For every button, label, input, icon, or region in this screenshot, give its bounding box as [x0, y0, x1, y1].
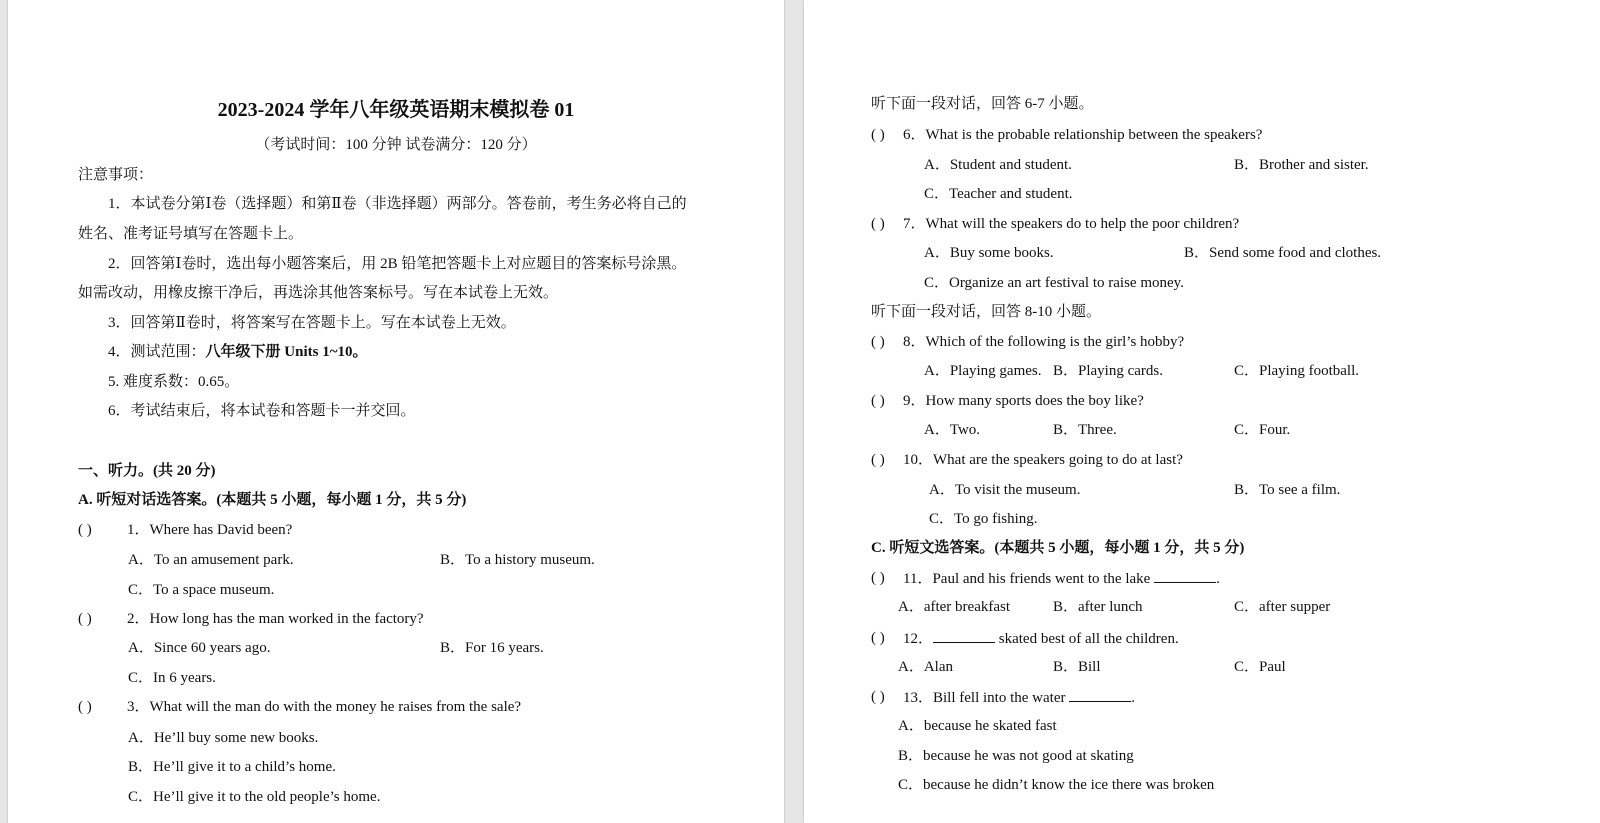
- question-8-stem: 8．Which of the following is the girl’s hobby?: [903, 334, 1185, 350]
- question-9-option-c: C．Four.: [1234, 422, 1291, 438]
- question-12-option-a: A．Alan: [898, 659, 953, 675]
- notice-1b: 姓名、准考证号填写在答题卡上。: [78, 226, 304, 242]
- question-13-stem: [903, 687, 1135, 708]
- answer-paren: ( ): [871, 216, 885, 232]
- question-8-option-c: C．Playing football.: [1234, 363, 1359, 379]
- answer-blank: [1154, 568, 1216, 583]
- question-11-stem: [903, 568, 1220, 589]
- question-1-option-a: A．To an amusement park.: [128, 552, 294, 568]
- question-12-stem: [903, 628, 1179, 649]
- question-6-stem: 6．What is the probable relationship between the speakers?: [903, 127, 1263, 143]
- question-13-option-b: B．because he was not good at skating: [898, 748, 1134, 764]
- question-2-stem: 2．How long has the man worked in the factory?: [127, 611, 424, 627]
- question-7-option-b: B．Send some food and clothes.: [1184, 245, 1382, 261]
- question-9-option-a: A．Two.: [924, 422, 981, 438]
- question-1-stem: 1．Where has David been?: [127, 522, 293, 538]
- answer-paren: ( ): [871, 689, 885, 705]
- question-2-option-b: B．For 16 years.: [440, 640, 544, 656]
- question-9-stem: 9．How many sports does the boy like?: [903, 393, 1144, 409]
- question-7-option-c: C．Organize an art festival to raise money.: [924, 275, 1184, 291]
- question-11-option-a: A．after breakfast: [898, 599, 1011, 615]
- left-page: [8, 0, 784, 823]
- question-3-option-a: A．He’ll buy some new books.: [128, 730, 319, 746]
- question-3-option-c: C．He’ll give it to the old people’s home.: [128, 789, 381, 805]
- question-8-option-a: A．Playing games.: [924, 363, 1042, 379]
- answer-paren: ( ): [871, 127, 885, 143]
- question-11-stem-end: .: [1216, 571, 1220, 587]
- notice-4: [108, 342, 368, 362]
- answer-blank: [933, 628, 995, 643]
- question-11-option-b: B．after lunch: [1053, 599, 1143, 615]
- notice-2b: 如需改动，用橡皮擦干净后，再选涂其他答案标号。写在本试卷上无效。: [78, 285, 559, 301]
- question-12-stem-text: skated best of all the children.: [995, 631, 1179, 647]
- answer-blank: [1069, 687, 1131, 702]
- listen-6-7-instruction: 听下面一段对话，回答 6-7 小题。: [871, 96, 1094, 112]
- notice-3: 3．回答第Ⅱ卷时，将答案写在答题卡上。写在本试卷上无效。: [108, 315, 516, 331]
- answer-paren: ( ): [871, 393, 885, 409]
- question-6-option-b: B．Brother and sister.: [1234, 157, 1369, 173]
- answer-paren: ( ): [78, 522, 92, 538]
- answer-paren: ( ): [871, 630, 885, 646]
- question-2-option-c: C．In 6 years.: [128, 670, 216, 686]
- notice-1a: 1．本试卷分第Ⅰ卷（选择题）和第Ⅱ卷（非选择题）两部分。答卷前，考生务必将自己的: [108, 196, 687, 212]
- notice-2a: 2．回答第Ⅰ卷时，选出每小题答案后，用 2B 铅笔把答题卡上对应题目的答案标号涂黑。: [108, 256, 687, 272]
- notice-4-prefix: 4．测试范围：: [108, 344, 206, 360]
- listen-8-10-instruction: 听下面一段对话，回答 8-10 小题。: [871, 304, 1101, 320]
- question-10-option-c: C．To go fishing.: [929, 511, 1038, 527]
- question-3-option-b: B．He’ll give it to a child’s home.: [128, 759, 336, 775]
- answer-paren: ( ): [78, 611, 92, 627]
- section-a-heading: A. 听短对话选答案。(本题共 5 小题，每小题 1 分，共 5 分): [78, 492, 467, 508]
- question-7-stem: 7．What will the speakers do to help the poor children?: [903, 216, 1240, 232]
- answer-paren: ( ): [871, 452, 885, 468]
- exam-subtitle: （考试时间：100 分钟 试卷满分：120 分）: [255, 137, 537, 153]
- notice-6: 6．考试结束后，将本试卷和答题卡一并交回。: [108, 403, 416, 419]
- question-13-option-a: A．because he skated fast: [898, 718, 1057, 734]
- question-10-option-b: B．To see a film.: [1234, 482, 1341, 498]
- answer-paren: ( ): [78, 699, 92, 715]
- notice-heading: 注意事项：: [78, 167, 154, 183]
- right-page: [804, 0, 1600, 823]
- question-1-option-b: B．To a history museum.: [440, 552, 595, 568]
- question-1-option-c: C．To a space museum.: [128, 582, 275, 598]
- exam-title: 2023-2024 学年八年级英语期末模拟卷 01: [217, 99, 575, 121]
- question-10-stem: 10．What are the speakers going to do at last?: [903, 452, 1183, 468]
- question-2-option-a: A．Since 60 years ago.: [128, 640, 271, 656]
- question-3-stem: 3．What will the man do with the money he raises from the sale?: [127, 699, 522, 715]
- question-10-option-a: A．To visit the museum.: [929, 482, 1081, 498]
- section-listening: 一、听力。(共 20 分): [78, 463, 216, 479]
- question-6-option-a: A．Student and student.: [924, 157, 1072, 173]
- question-6-option-c: C．Teacher and student.: [924, 186, 1073, 202]
- answer-paren: ( ): [871, 334, 885, 350]
- question-11-option-c: C．after supper: [1234, 599, 1331, 615]
- question-13-stem-end: .: [1131, 690, 1135, 706]
- question-7-option-a: A．Buy some books.: [924, 245, 1054, 261]
- notice-5: 5. 难度系数：0.65。: [108, 374, 240, 390]
- question-12-stem-number: 12．: [903, 631, 934, 647]
- question-13-stem-text: 13．Bill fell into the water: [903, 690, 1070, 706]
- question-11-stem-text: 11．Paul and his friends went to the lake: [903, 571, 1155, 587]
- notice-4-scope: 八年级下册 Units 1~10。: [205, 344, 368, 360]
- question-8-option-b: B．Playing cards.: [1053, 363, 1163, 379]
- question-13-option-c: C．because he didn’t know the ice there was broken: [898, 777, 1215, 793]
- question-12-option-c: C．Paul: [1234, 659, 1286, 675]
- question-12-option-b: B．Bill: [1053, 659, 1101, 675]
- answer-paren: ( ): [871, 570, 885, 586]
- question-9-option-b: B．Three.: [1053, 422, 1117, 438]
- section-c-heading: C. 听短文选答案。(本题共 5 小题，每小题 1 分，共 5 分): [871, 540, 1245, 556]
